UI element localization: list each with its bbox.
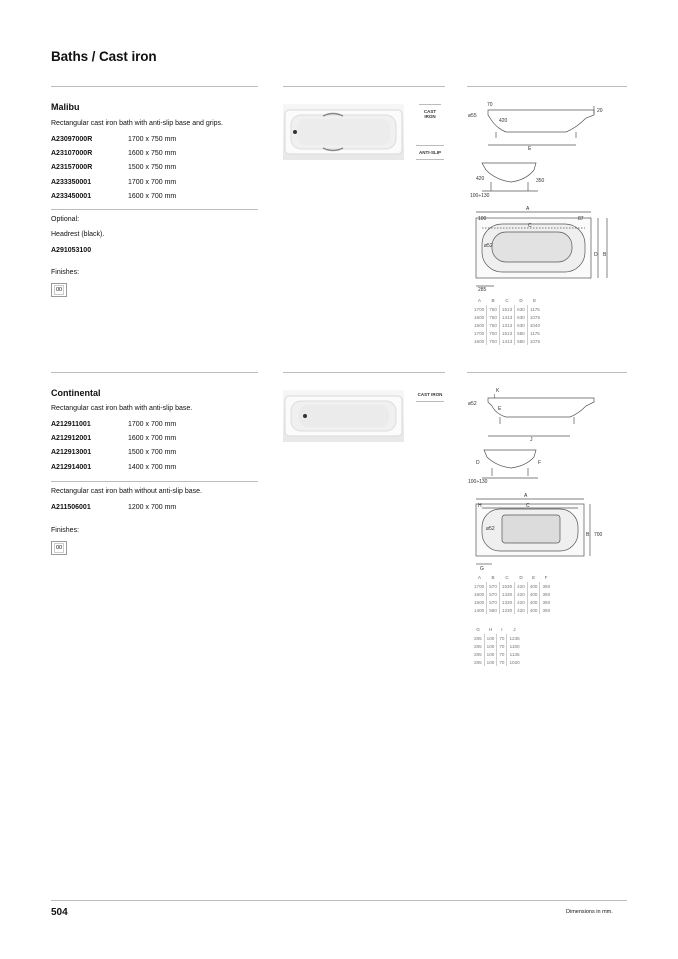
dim-label: A xyxy=(526,206,530,212)
table-header: B xyxy=(491,575,495,580)
dim-label: ø52 xyxy=(484,243,493,249)
table-cell: 580 xyxy=(515,329,528,337)
dim-label: B xyxy=(603,252,607,258)
dim-label: A xyxy=(524,493,528,499)
dim-label: F xyxy=(538,460,542,466)
table-cell: 580 xyxy=(515,337,528,345)
dim-label: C xyxy=(528,223,532,229)
table-header: D xyxy=(519,298,523,303)
table-cell: 420 xyxy=(515,598,528,606)
table-cell: 350 xyxy=(540,606,552,614)
table-cell: 70 xyxy=(497,650,507,658)
finish-swatch: 00 xyxy=(51,283,67,297)
table-cell: 750 xyxy=(487,313,500,321)
feature-tags-continental xyxy=(416,388,444,402)
table-cell: 70 xyxy=(497,642,507,650)
table-header: E xyxy=(533,298,537,303)
dim-label: D xyxy=(476,460,480,466)
product-dims: 1500 x 700 mm xyxy=(128,449,177,456)
optional-code: A291053100 xyxy=(51,247,92,254)
dim-label: K xyxy=(496,388,500,394)
table-cell: 100 xyxy=(484,658,497,666)
dim-label: ø55 xyxy=(468,113,477,119)
table-cell: 1413 xyxy=(499,337,514,345)
dim-label: H xyxy=(478,503,482,509)
dim-label: 100÷130 xyxy=(470,193,490,199)
divider xyxy=(51,209,258,210)
feature-tags-malibu xyxy=(416,104,444,160)
table-cell: 285 xyxy=(474,643,482,649)
product-dims: 1400 x 700 mm xyxy=(128,464,177,471)
table-cell: 1400 xyxy=(474,607,485,613)
dim-label: ø52 xyxy=(468,401,477,407)
section-title-malibu: Malibu xyxy=(51,102,80,112)
table-cell: 630 xyxy=(515,313,528,321)
footnote: Dimensions in mm. xyxy=(566,909,613,915)
product-code: A23107000R xyxy=(51,150,93,157)
product-code: A23097000R xyxy=(51,136,93,143)
product-dims: 1600 x 750 mm xyxy=(128,150,177,157)
product-dims: 1200 x 700 mm xyxy=(128,504,177,511)
product-code: A233450001 xyxy=(51,193,92,200)
table-cell: 70 xyxy=(497,634,507,642)
table-cell: 570 xyxy=(487,590,500,598)
product-code: A212912001 xyxy=(51,435,92,442)
table-cell: 1330 xyxy=(499,598,514,606)
table-cell: 1530 xyxy=(499,582,514,590)
finish-swatch: 00 xyxy=(51,541,67,555)
table-cell: 1500 xyxy=(474,599,485,605)
product-code: A23157000R xyxy=(51,164,93,171)
dim-label: 100 xyxy=(478,216,487,222)
table-row xyxy=(472,582,552,590)
divider xyxy=(467,372,627,373)
table-cell: 1230 xyxy=(499,606,514,614)
table-row xyxy=(472,634,522,642)
product-photo-continental xyxy=(283,390,404,442)
dim-label: C xyxy=(526,503,530,509)
table-cell: 1600 xyxy=(474,338,485,344)
table-cell: 1075 xyxy=(527,337,542,345)
table-header: C xyxy=(505,298,509,303)
table-header: J xyxy=(513,627,516,632)
table-cell: 1040 xyxy=(527,321,542,329)
optional-item: Headrest (black). xyxy=(51,231,105,238)
table-cell: 700 xyxy=(487,337,500,345)
optional-label: Optional: xyxy=(51,216,80,223)
table-cell: 350 xyxy=(540,582,552,590)
divider xyxy=(51,481,258,482)
product-description: Rectangular cast iron bath with anti-slip base and grips. xyxy=(51,120,223,127)
table-cell: 1600 xyxy=(474,314,485,320)
table-header: D xyxy=(519,575,523,580)
product-dims: 1600 x 700 mm xyxy=(128,193,177,200)
dim-label: 350 xyxy=(536,178,545,184)
table-cell: 1135 xyxy=(507,650,522,658)
table-header: G xyxy=(476,627,480,632)
table-row xyxy=(472,590,552,598)
divider xyxy=(283,86,445,87)
dim-label: D xyxy=(594,252,598,258)
product-photo-malibu xyxy=(283,104,404,160)
divider xyxy=(51,372,258,373)
footer-divider xyxy=(51,900,627,901)
table-cell: 1700 xyxy=(474,583,485,589)
table-cell: 560 xyxy=(487,606,500,614)
dim-label: E xyxy=(498,406,502,412)
product-description: Rectangular cast iron bath with anti-slip base. xyxy=(51,405,193,412)
table-header: A xyxy=(477,575,481,580)
dim-label: B xyxy=(586,532,590,538)
tag-cast-iron: CAST IRON xyxy=(419,104,441,123)
table-cell: 400 xyxy=(527,582,540,590)
product-code: A212913001 xyxy=(51,449,92,456)
table-cell: 400 xyxy=(527,590,540,598)
table-cell: 1180 xyxy=(507,642,522,650)
table-header: A xyxy=(477,298,481,303)
table-cell: 285 xyxy=(474,651,482,657)
divider xyxy=(51,86,258,87)
product-dims: 1500 x 750 mm xyxy=(128,164,177,171)
table-cell: 350 xyxy=(540,590,552,598)
table-cell: 630 xyxy=(515,305,528,313)
section-title-continental: Continental xyxy=(51,388,101,398)
product-dims: 1700 x 700 mm xyxy=(128,421,177,428)
product-dims: 1700 x 700 mm xyxy=(128,179,177,186)
table-cell: 420 xyxy=(515,606,528,614)
dimensions-table-malibu xyxy=(472,296,542,345)
table-row xyxy=(472,313,542,321)
product-dims: 1700 x 750 mm xyxy=(128,136,177,143)
divider xyxy=(467,86,627,87)
table-cell: 1430 xyxy=(499,590,514,598)
tag-cast-iron: CAST IRON xyxy=(417,392,443,397)
table-header: I xyxy=(501,627,503,632)
table-cell: 420 xyxy=(515,590,528,598)
page-title: Baths / Cast iron xyxy=(51,49,157,64)
table-header: B xyxy=(491,298,495,303)
table-row xyxy=(472,650,522,658)
table-header: E xyxy=(532,575,536,580)
table-cell: 100 xyxy=(484,634,497,642)
product-code: A212914001 xyxy=(51,464,92,471)
product-dims: 1600 x 700 mm xyxy=(128,435,177,442)
table-row xyxy=(472,606,552,614)
technical-drawing-malibu xyxy=(466,98,626,298)
table-cell: 400 xyxy=(527,606,540,614)
dim-label: 100÷130 xyxy=(468,479,488,485)
table-cell: 1513 xyxy=(499,305,514,313)
table-cell: 1235 xyxy=(507,634,522,642)
finishes-label: Finishes: xyxy=(51,527,80,534)
table-header: F xyxy=(544,575,548,580)
table-row xyxy=(472,321,542,329)
table-row xyxy=(472,337,542,345)
tag-anti-slip: ANTI-SLIP xyxy=(419,150,441,155)
table-cell: 285 xyxy=(474,659,482,665)
table-cell: 570 xyxy=(487,582,500,590)
table-cell: 630 xyxy=(515,321,528,329)
table-header: C xyxy=(505,575,509,580)
table-cell: 700 xyxy=(487,329,500,337)
table-row xyxy=(472,658,522,666)
dim-label: 20 xyxy=(597,108,603,114)
table-row xyxy=(472,598,552,606)
dim-label: 420 xyxy=(499,118,508,124)
dim-label: I xyxy=(494,394,496,400)
finishes-label: Finishes: xyxy=(51,269,80,276)
table-cell: 750 xyxy=(487,321,500,329)
dim-label: G xyxy=(480,566,484,572)
table-cell: 1020 xyxy=(507,658,522,666)
dim-label: 700 xyxy=(594,532,603,538)
technical-drawing-continental xyxy=(466,384,626,574)
table-cell: 1600 xyxy=(474,591,485,597)
table-cell: 1175 xyxy=(527,329,542,337)
table-cell: 1700 xyxy=(474,330,485,336)
dim-label: ø52 xyxy=(486,526,495,532)
product-description: Rectangular cast iron bath without anti-slip base. xyxy=(51,488,202,495)
table-cell: 1500 xyxy=(474,322,485,328)
table-cell: 100 xyxy=(484,650,497,658)
table-cell: 285 xyxy=(474,635,482,641)
table-cell: 400 xyxy=(527,598,540,606)
dim-label: J xyxy=(530,437,533,443)
dim-label: 70 xyxy=(487,102,493,108)
table-cell: 1175 xyxy=(527,305,542,313)
table-cell: 100 xyxy=(484,642,497,650)
table-cell: 420 xyxy=(515,582,528,590)
table-cell: 70 xyxy=(497,658,507,666)
table-cell: 1513 xyxy=(499,329,514,337)
table-cell: 1313 xyxy=(499,321,514,329)
product-code: A233350001 xyxy=(51,179,92,186)
table-row xyxy=(472,305,542,313)
table-cell: 350 xyxy=(540,598,552,606)
table-cell: 1413 xyxy=(499,313,514,321)
product-code: A212911001 xyxy=(51,421,91,428)
divider xyxy=(283,372,445,373)
product-code: A211506001 xyxy=(51,504,91,511)
dim-label: E xyxy=(528,146,532,152)
table-row xyxy=(472,329,542,337)
dimensions-table-continental-2 xyxy=(472,625,522,666)
dim-label: 87 xyxy=(578,216,584,222)
dim-label: 420 xyxy=(476,176,485,182)
table-header: H xyxy=(488,627,493,632)
dim-label: 285 xyxy=(478,287,487,293)
table-cell: 1075 xyxy=(527,313,542,321)
table-cell: 1700 xyxy=(474,306,485,312)
page-number: 504 xyxy=(51,907,68,918)
table-cell: 570 xyxy=(487,598,500,606)
dimensions-table-continental xyxy=(472,573,552,614)
table-cell: 750 xyxy=(487,305,500,313)
table-row xyxy=(472,642,522,650)
